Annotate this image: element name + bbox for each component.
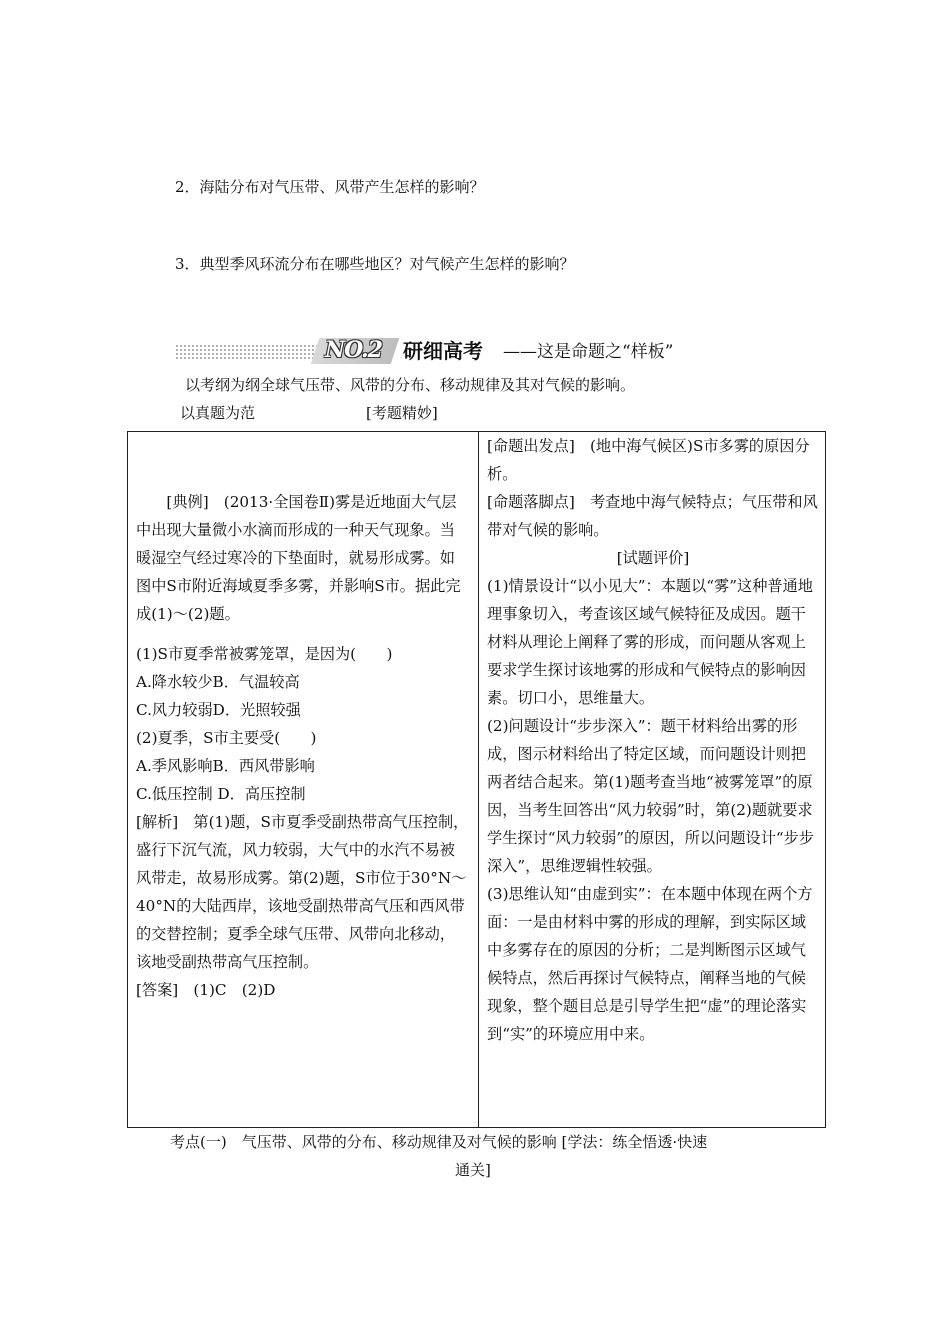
- evaluation-point-3: (3)思维认知“由虚到实”：在本题中体现在两个方面：一是由材料中雾的形成的理解，到实际区域中多雾存在的原因的分析；二是判断图示区域气候特点，然后再探讨气候特点，阐释当地的气候现象，整个题目总是引导学生把“虚”的理论落实到“实”的环境应用中来。: [487, 885, 813, 1043]
- proposition-origin: [命题出发点] (地中海气候区)S市多雾的原因分析。: [487, 437, 810, 483]
- example-cell: [128, 432, 479, 1128]
- evaluation-cell: [479, 432, 826, 1128]
- sample-label: 以真题为范: [180, 404, 256, 422]
- q2-options-cd: C.低压控制 D．高压控制: [136, 785, 306, 803]
- section-title: 研细高考: [403, 339, 483, 363]
- section-subtitle: ——这是命题之“样板”: [503, 342, 674, 362]
- section-badge: NO.2: [325, 337, 382, 363]
- question-1: (1)S市夏季常被雾笼罩，是因为( ): [136, 645, 393, 663]
- example-stem: [典例] (2013·全国卷Ⅱ)雾是近地面大气层中出现大量微小水滴而形成的一种天气现象。当暖湿空气经过寒冷的下垫面时，就易形成雾。如图中S市附近海域夏季多雾，并影响S市。据此完成(1)～(2)题。: [136, 493, 461, 623]
- q1-options-ab: A.降水较少B．气温较高: [136, 673, 300, 691]
- proposition-focus: [命题落脚点] 考查地中海气候特点；气压带和风带对气候的影响。: [487, 493, 818, 539]
- evaluation-title: [试题评价]: [616, 549, 690, 567]
- question-2: 2．海陆分布对气压带、风带产生怎样的影响？: [175, 178, 485, 196]
- q1-options-cd: C.风力较弱D．光照较强: [136, 701, 301, 719]
- dotted-decoration: [175, 344, 325, 360]
- answer: [答案] (1)C (2)D: [136, 981, 276, 999]
- q2-options-ab: A.季风影响B．西风带影响: [136, 757, 315, 775]
- question-2-sub: (2)夏季，S市主要受( ): [136, 729, 317, 747]
- section-banner: [175, 334, 735, 368]
- topic-heading: [170, 1128, 830, 1184]
- intro-text: 以考纲为纲全球气压带、风带的分布、移动规律及其对气候的影响。: [185, 376, 636, 394]
- exam-table: [127, 431, 826, 1128]
- question-3: 3．典型季风环流分布在哪些地区？对气候产生怎样的影响？: [175, 255, 575, 273]
- topic-heading-line-2: 通关]: [455, 1161, 491, 1179]
- topic-heading-line-1: 考点(一) 气压带、风带的分布、移动规律及对气候的影响 [学法：练全悟透·快速: [170, 1133, 708, 1151]
- evaluation-point-1: (1)情景设计“以小见大”：本题以“雾”这种普通地理事象切入，考查该区域气候特征及成因。题干材料从理论上阐释了雾的形成，而问题从客观上要求学生探讨该地雾的形成和气候特点的影响因素。切口小，思维量大。: [487, 577, 813, 707]
- evaluation-point-2: (2)问题设计“步步深入”：题干材料给出雾的形成，图示材料给出了特定区域，而问题设计则把两者结合起来。第(1)题考查当地“被雾笼罩”的原因，当考生回答出“风力较弱”时，第(2)题就要求学生探讨“风力较弱”的原因，所以问题设计“步步深入”，思维逻辑性较强。: [487, 717, 815, 875]
- sample-tag: [考题精妙]: [366, 404, 438, 422]
- analysis: [解析] 第(1)题，S市夏季受副热带高气压控制，盛行下沉气流，风力较弱，大气中的水汽不易被风带走，故易形成雾。第(2)题，S市位于30°N～40°N的大陆西岸，该地受副热带高气压和西风带的交替控制；夏季全球气压带、风带向北移动，该地受副热带高气压控制。: [136, 813, 469, 971]
